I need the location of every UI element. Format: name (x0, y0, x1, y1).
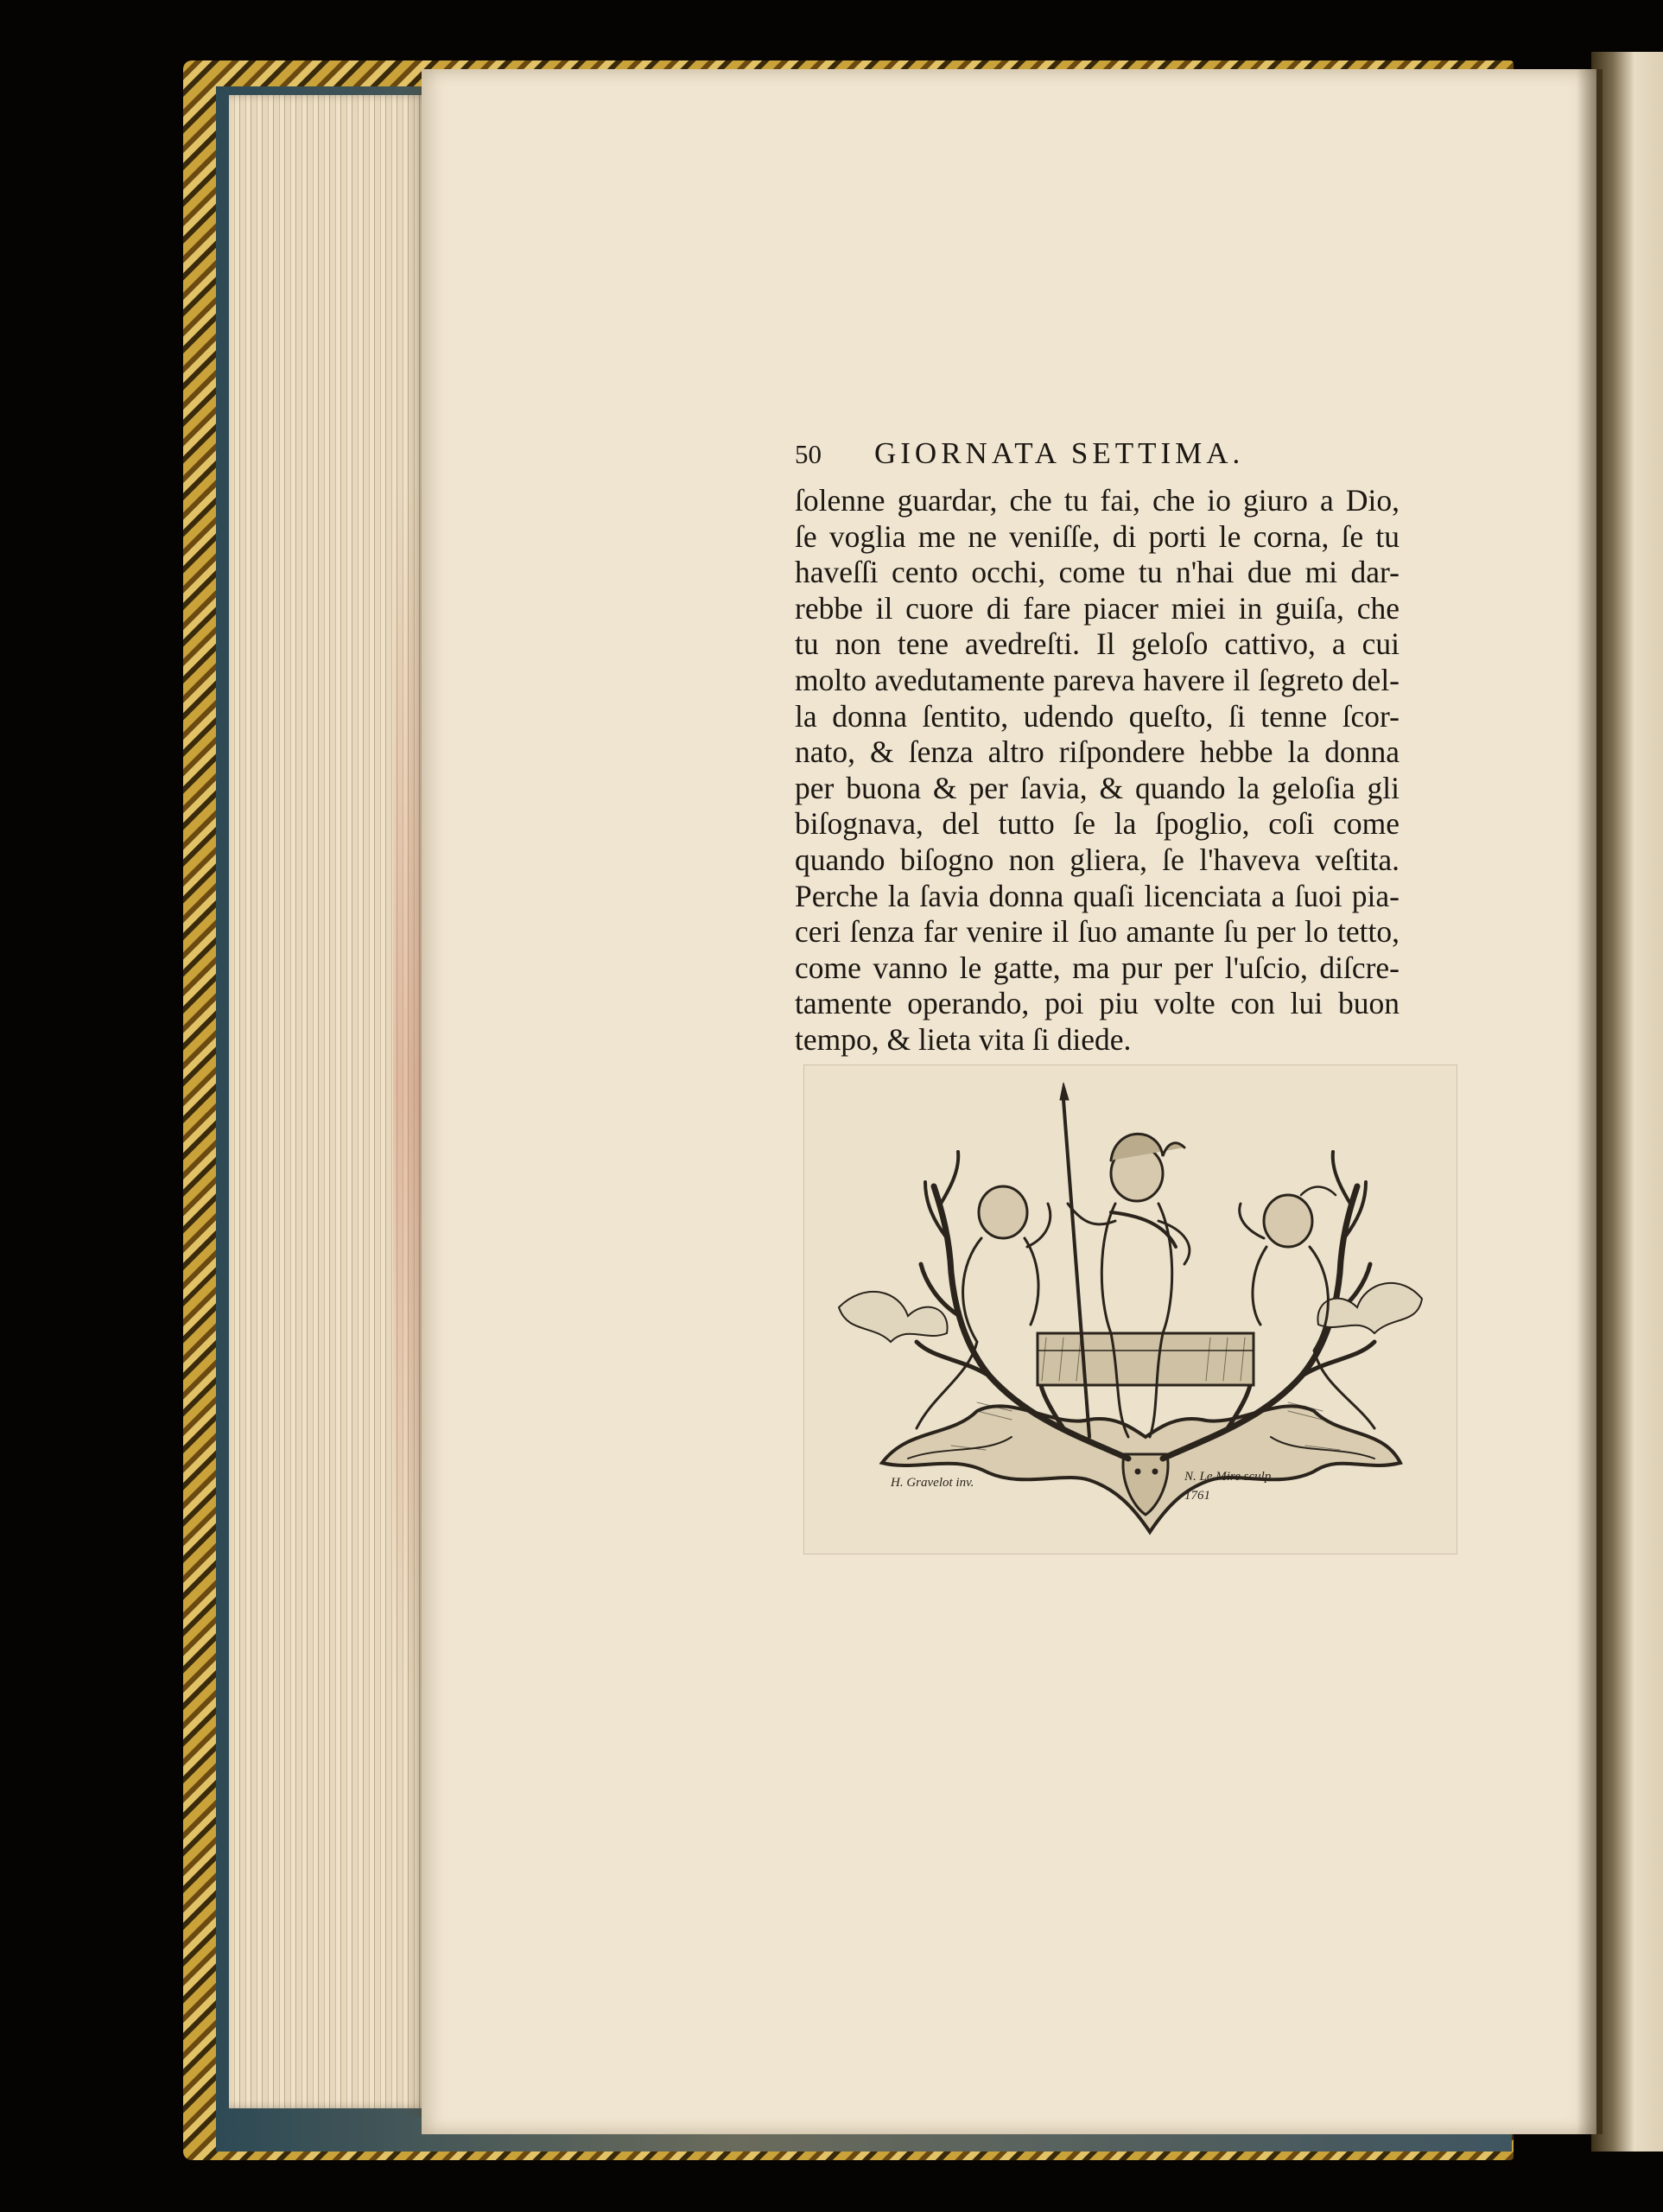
body-text (795, 483, 1400, 1058)
text-line: tempo, & lieta vita ſi diede. (795, 1021, 1132, 1057)
engraved-vignette (803, 1065, 1457, 1554)
text-line: ſolenne guardar, che tu fai, che io giuro a Dio, (795, 483, 1400, 518)
page-number: 50 (795, 439, 822, 469)
text-line: rebbe il cuore di fare piacer miei in guiſa, che (795, 590, 1400, 626)
text-block (795, 436, 1400, 1058)
text-line: quando biſogno non gliera, ſe l'haveva veſtita. (795, 842, 1400, 877)
text-line: nato, & ſenza altro riſpondere hebbe la donna (795, 734, 1400, 770)
text-line: tu non tene avedreſti. Il geloſo cattivo, a cui (795, 626, 1400, 662)
text-line: tamente operando, poi piu volte con lui buon (795, 986, 1400, 1021)
text-line: per buona & per ſavia, & quando la geloſia gli (795, 770, 1400, 805)
engraving-credit-year: 1761 (1184, 1489, 1210, 1503)
page-gutter-shadow (1577, 69, 1603, 2134)
text-line: ceri ſenza far venire il ſuo amante ſu per lo tetto, (795, 914, 1400, 950)
text-line: ſe voglia me ne veniſſe, di porti le corna, ſe tu (795, 518, 1400, 554)
text-line: Perche la ſavia donna quaſi licenciata a ſuoi pia- (795, 878, 1400, 913)
text-line: molto avedutamente pareva havere il ſegreto del- (795, 662, 1400, 697)
running-head (795, 436, 1400, 483)
text-line: la donna ſentito, udendo queſto, ſi tenne ſcor- (795, 698, 1400, 734)
chapter-title: GIORNATA SETTIMA. (874, 436, 1245, 470)
text-line: biſognava, del tutto ſe la ſpoglio, coſi come (795, 806, 1400, 842)
engraving-credit-engraver: N. Le Mire sculp. (1184, 1470, 1275, 1484)
text-line: come vanno le gatte, ma pur per l'uſcio, diſcre- (795, 950, 1400, 985)
engraving-credit-designer: H. Gravelot inv. (891, 1476, 974, 1490)
text-line: haveſſi cento occhi, come tu n'hai due mi dar- (795, 555, 1400, 590)
